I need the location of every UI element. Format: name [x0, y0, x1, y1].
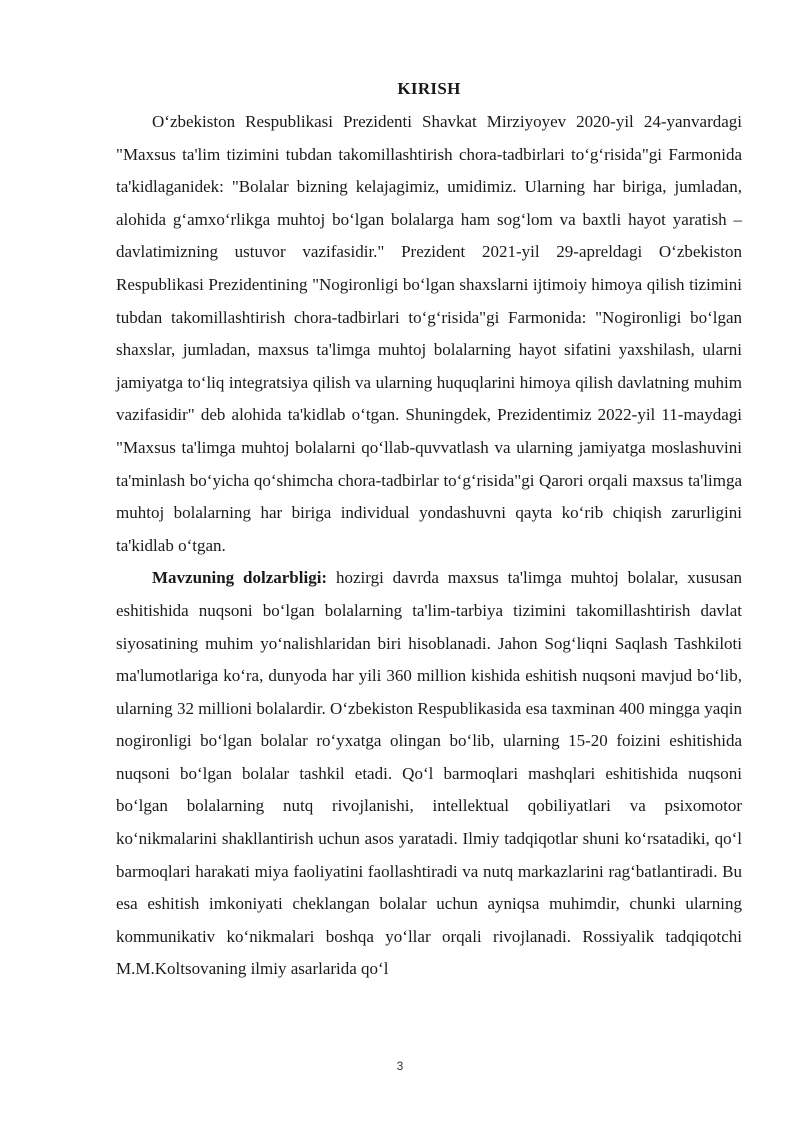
- relevance-paragraph-body: hozirgi davrda maxsus ta'limga muhtoj bolalar, xususan eshitishida nuqsoni bo‘lgan bolalarning ta'lim-tarbiya tizimini takomillashtirish davlat siyosatining muhim yo‘nalishlaridan biri hisoblanadi. Jahon Sog‘liqni Saqlash Tashkiloti ma'lumotlariga ko‘ra, dunyoda har yili 360 million kishida eshitish nuqsoni mavjud bo‘lib, ularning 32 millioni bolalardir. O‘zbekiston Respublikasida esa taxminan 400 mingga yaqin nogironligi bo‘lgan bolalar ro‘yxatga olingan bo‘lib, ularning 15-20 foizini eshitishida nuqsoni bo‘lgan bolalar tashkil etadi. Qo‘l barmoqlari mashqlari eshitishida nuqsoni bo‘lgan bolalarning nutq rivojlanishi, intellektual qobiliyatlari va psixomotor ko‘nikmalarini shakllantirish uchun asos yaratadi. Ilmiy tadqiqotlar shuni ko‘rsatadiki, qo‘l barmoqlari harakati miya faoliyatini faollashtiradi va nutq markazlarini rag‘batlantiradi. Bu esa eshitish imkoniyati cheklangan bolalar uchun ayniqsa muhimdir, chunki ularning kommunikativ ko‘nikmalari boshqa yo‘llar orqali rivojlanadi. Rossiyalik tadqiqotchi M.M.Koltsovaning ilmiy asarlarida qo‘l: [116, 568, 743, 979]
- intro-paragraph: O‘zbekiston Respublikasi Prezidenti Shavkat Mirziyoyev 2020-yil 24-yanvardagi "Maxsus ta'lim tizimini tubdan takomillashtirish chora-tadbirlari to‘g‘risida"gi Farmonida ta'kidlaganidek: "Bolalar bizning kelajagimiz, umidimiz. Ularning har biriga, jumladan, alohida g‘amxo‘rlikga muhtoj bo‘lgan bolalarga ham sog‘lom va baxtli hayot yaratish – davlatimizning ustuvor vazifasidir." Prezident 2021-yil 29-apreldagi O‘zbekiston Respublikasi Prezidentining "Nogironligi bo‘lgan shaxslarni ijtimoiy himoya qilish tizimini tubdan takomillashtirish chora-tadbirlari to‘g‘risida"gi Farmonida: "Nogironligi bo‘lgan shaxslar, jumladan, maxsus ta'limga muhtoj bolalarning hayot sifatini yaxshilash, ularni jamiyatga to‘liq integratsiya qilish va ularning huquqlarini himoya qilish davlatning muhim vazifasidir" deb alohida ta'kidlab o‘tgan. Shuningdek, Prezidentimiz 2022-yil 11-maydagi "Maxsus ta'limga muhtoj bolalarni qo‘llab-quvvatlash va ularning jamiyatga moslashuvini ta'minlash bo‘yicha qo‘shimcha chora-tadbirlar to‘g‘risida"gi Qarori orqali maxsus ta'limga muhtoj bolalarning har biriga individual yondashuvni qayta ko‘rib chiqish zarurligini ta'kidlab o‘tgan.: [116, 112, 742, 555]
- section-heading: KIRISH: [397, 79, 461, 98]
- relevance-paragraph: [116, 562, 742, 986]
- document-page: [116, 76, 742, 986]
- page-number: 3: [396, 1059, 404, 1073]
- relevance-lead-label: Mavzuning dolzarbligi:: [152, 568, 328, 588]
